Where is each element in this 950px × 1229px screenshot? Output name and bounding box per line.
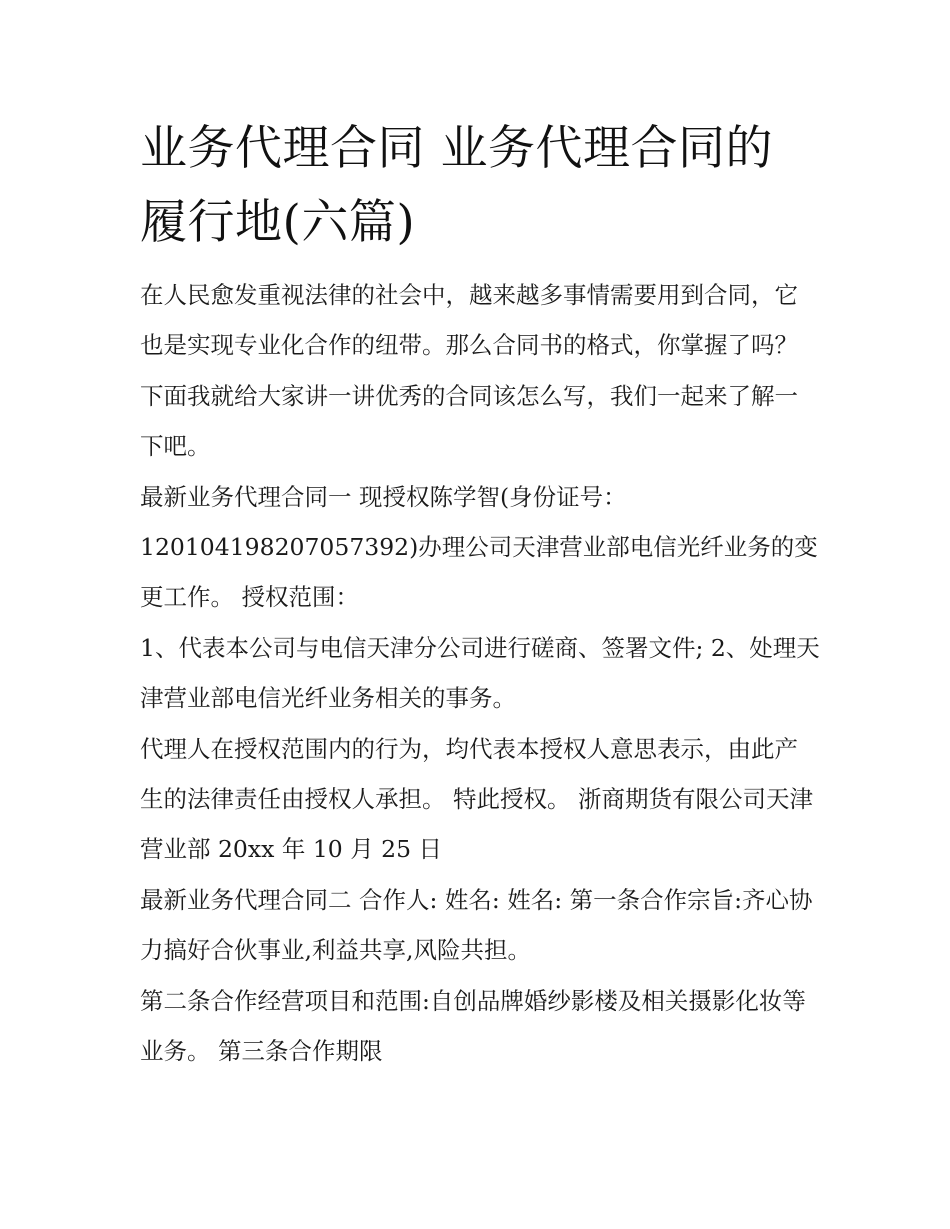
contract-two-article-one: 最新业务代理合同二 合作人: 姓名: 姓名: 第一条合作宗旨:齐心协力搞好合伙事业,利益共享,风险共担。 <box>140 885 813 965</box>
contract-one-authorization: 最新业务代理合同一 现授权陈学智(身份证号：120104198207057392)办理公司天津营业部电信光纤业务的变更工作。 授权范围： <box>140 482 818 612</box>
document-body <box>140 112 820 1077</box>
contract-one-scope: 1、代表本公司与电信天津分公司进行磋商、签署文件; 2、处理天津营业部电信光纤业务相关的事务。 <box>140 633 820 713</box>
intro-paragraph: 在人民愈发重视法律的社会中，越来越多事情需要用到合同，它也是实现专业化合作的纽带。那么合同书的格式，你掌握了吗？下面我就给大家讲一讲优秀的合同该怎么写，我们一起来了解一下吧。 <box>140 281 798 461</box>
contract-one-liability: 代理人在授权范围内的行为，均代表本授权人意思表示，由此产生的法律责任由授权人承担。 特此授权。 浙商期货有限公司天津营业部 20xx 年 10 月 25 日 <box>140 734 813 864</box>
document-title: 业务代理合同 业务代理合同的履行地(六篇) <box>140 121 773 250</box>
contract-two-article-two: 第二条合作经营项目和范围:自创品牌婚纱影楼及相关摄影化妆等业务。 第三条合作期限 <box>140 986 806 1066</box>
